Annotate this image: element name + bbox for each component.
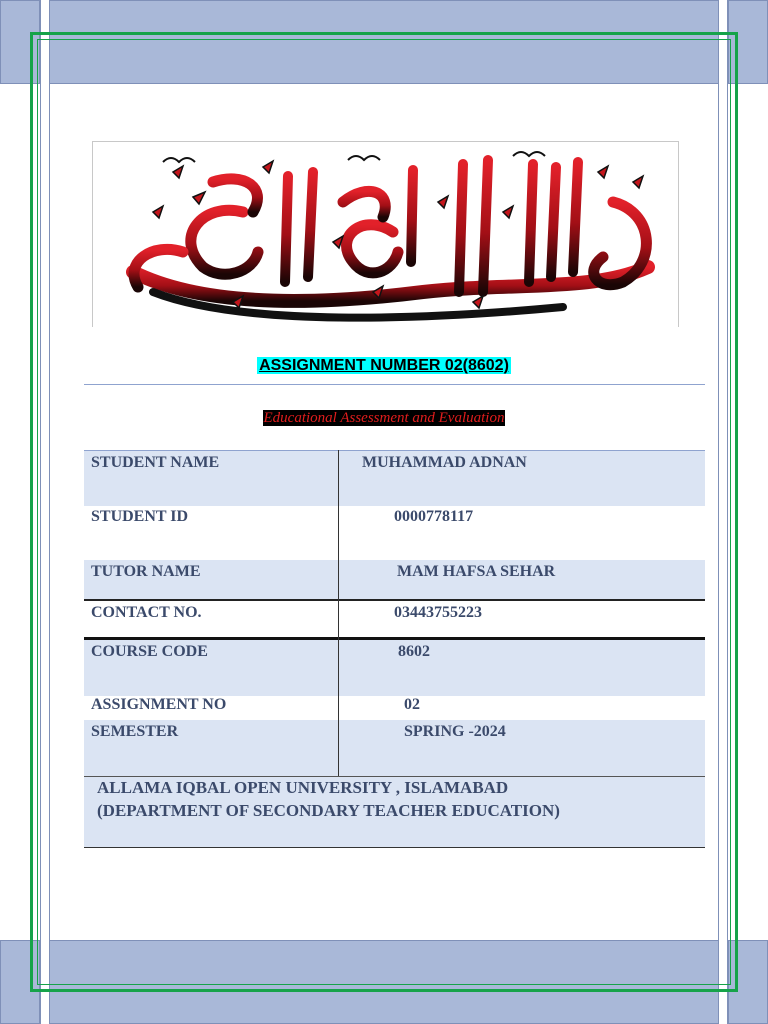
value-contact-no: 03443755223 <box>394 604 482 621</box>
value-assignment-no: 02 <box>404 696 420 713</box>
university-name: ALLAMA IQBAL OPEN UNIVERSITY , ISLAMABAD <box>97 778 509 797</box>
column-divider <box>338 450 339 776</box>
value-course-code: 8602 <box>398 643 430 660</box>
label-student-name: STUDENT NAME <box>91 454 220 471</box>
course-title <box>0 409 768 427</box>
row-tutor-name <box>84 560 705 599</box>
label-semester: SEMESTER <box>91 723 179 740</box>
value-tutor-name: MAM HAFSA SEHAR <box>397 563 556 580</box>
value-student-id: 0000778117 <box>394 508 474 525</box>
row-assignment-no <box>84 693 705 720</box>
university-block <box>84 776 705 848</box>
value-semester: SPRING -2024 <box>404 723 506 740</box>
row-contact-no <box>84 599 705 639</box>
label-course-code: COURSE CODE <box>91 643 208 660</box>
assignment-title <box>0 357 768 375</box>
row-student-id <box>84 505 705 560</box>
course-title-text: Educational Assessment and Evaluation <box>263 410 505 426</box>
label-assignment-no: ASSIGNMENT NO <box>91 696 227 713</box>
row-semester <box>84 720 705 776</box>
value-student-name: MUHAMMAD ADNAN <box>362 454 527 471</box>
bismillah-calligraphy-image <box>92 141 679 327</box>
label-contact-no: CONTACT NO. <box>91 604 202 621</box>
title-divider <box>84 384 705 385</box>
label-student-id: STUDENT ID <box>91 508 189 525</box>
department-name: (DEPARTMENT OF SECONDARY TEACHER EDUCATION) <box>97 801 560 820</box>
row-course-code <box>84 637 705 696</box>
label-tutor-name: TUTOR NAME <box>91 563 201 580</box>
assignment-title-text: ASSIGNMENT NUMBER 02(8602) <box>259 357 509 374</box>
row-student-name <box>84 450 705 506</box>
calligraphy-artwork <box>93 142 678 328</box>
